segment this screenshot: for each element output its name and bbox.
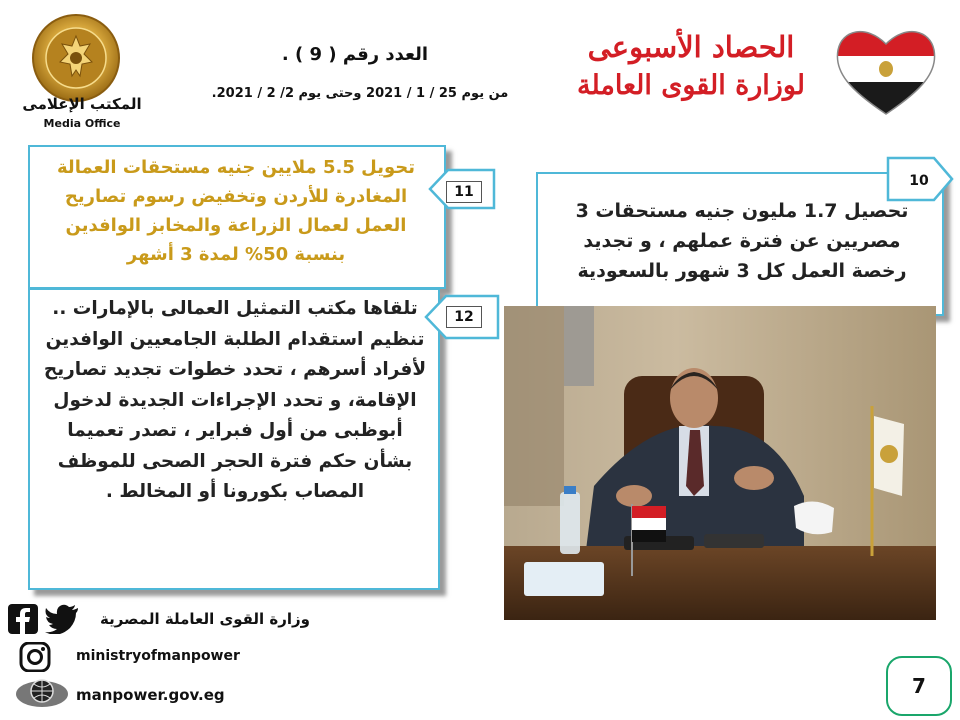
news-10-text: تحصيل 1.7 مليون جنيه مستحقات 3 مصريين عن فترة عملهم ، و تجديد رخصة العمل كل 3 شهور بالسعودية [575,200,909,282]
issue-number: العدد رقم ( 9 ) . [281,44,429,65]
page-number: 7 [886,656,952,716]
page-title-line2: لوزارة القوى العاملة [576,70,806,101]
minister-meeting-photo [504,306,936,620]
date-range: من يوم 25 / 1 / 2021 وحتى يوم 2/ 2 / 2021. [211,86,509,101]
news-box-11 [28,145,446,289]
twitter-icon[interactable] [44,604,80,634]
item-number-11: 11 [446,181,482,203]
news-11-text: تحويل 5.5 ملايين جنيه مستحقات العمالة المغادرة للأردن وتخفيض رسوم تصاريح العمل لعمال الزراعة والمخابز الوافدين بنسبة 50% لمدة 3 أشهر [57,157,415,265]
instagram-icon[interactable] [18,642,52,672]
instagram-handle[interactable]: ministryofmanpower [76,648,240,664]
news-box-10 [536,172,944,316]
item-number-10: 10 [909,173,929,189]
ministry-seal-logo [20,12,132,102]
item-number-12: 12 [446,306,482,328]
page-title-line1: الحصاد الأسبوعى [587,30,795,64]
facebook-icon[interactable] [6,604,40,634]
globe-icon[interactable] [14,676,70,710]
news-box-12 [28,288,440,590]
media-office-english-label: Media Office [43,117,121,130]
egypt-flag-heart-logo [830,20,942,120]
website-link[interactable]: manpower.gov.eg [76,686,225,704]
media-office-arabic-label: المكتب الإعلامى [22,95,142,113]
social-account-name: وزارة القوى العاملة المصرية [99,610,310,628]
news-12-text: تلقاها مكتب التمثيل العمالى بالإمارات .. تنظيم استقدام الطلبة الجامعيين الوافدين لأفراد أسرهم ، تحدد خطوات تجديد تصاريح الإقامة، و تحدد الإجراءات الجديدة لدخول أبوظبى من أول فبراير ، تصدر تعميما بشأن حكم فترة الحجر الصحى للموظف المصاب بكورونا أو المخالط . [43,298,427,502]
